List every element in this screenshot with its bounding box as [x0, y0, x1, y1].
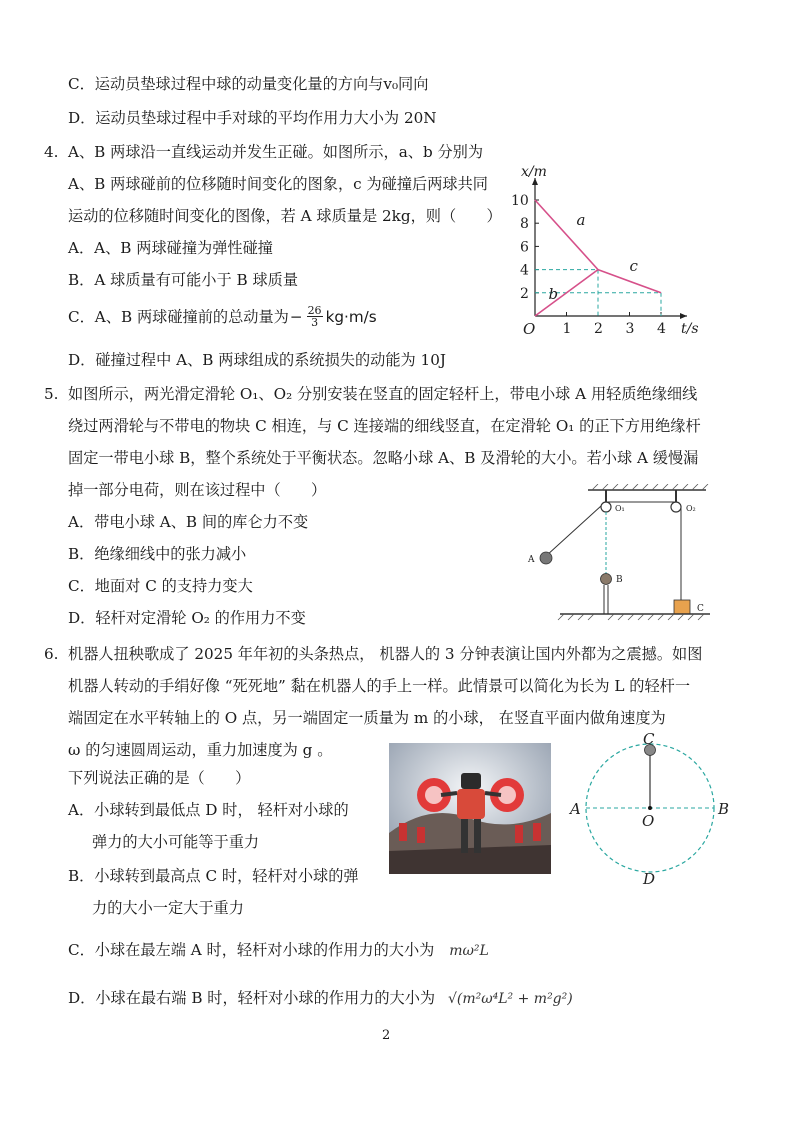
x-axis-arrow — [680, 313, 687, 319]
ball-b — [601, 574, 612, 585]
x-tick-label: 4 — [657, 321, 666, 337]
series-label-c: c — [629, 257, 638, 276]
y-tick-label: 6 — [520, 239, 529, 256]
series-label-a: a — [576, 210, 586, 229]
q6-option-b-line1: B．小球转到最高点 C 时，轻杆对小球的弹 — [68, 867, 359, 885]
q6-option-a-line1: A．小球转到最低点 D 时， 轻杆对小球的 — [68, 801, 349, 819]
q3-option-c: C．运动员垫球过程中球的动量变化量的方向与v₀同向 — [68, 75, 429, 93]
q5-option-a: A．带电小球 A、B 间的库仑力不变 — [68, 513, 309, 531]
y-tick-label: 2 — [520, 285, 529, 302]
origin-label: O — [523, 320, 536, 337]
block-c — [674, 600, 690, 614]
q5-stem-line3: 固定一带电小球 B，整个系统处于平衡状态。忽略小球 A、B 及滑轮的大小。若小球 A 缓慢漏 — [68, 449, 699, 467]
label-o1: O₁ — [615, 504, 625, 513]
q4-number: 4. — [44, 143, 59, 161]
q6-option-c — [68, 940, 489, 961]
pulley-o1 — [601, 502, 611, 512]
y-tick-label: 8 — [520, 216, 529, 233]
q3-option-d: D．运动员垫球过程中手对球的平均作用力大小为 20N — [68, 109, 437, 127]
q6-option-a-line2: 弹力的大小可能等于重力 — [92, 833, 260, 851]
q4-option-b: B．A 球质量有可能小于 B 球质量 — [68, 271, 299, 289]
label-right-b: B — [718, 800, 730, 818]
q6-option-d-formula: √(m²ω⁴L² + m²g²) — [447, 991, 573, 1007]
q6-option-c-formula: mω²L — [449, 943, 489, 959]
label-top-c: C — [643, 730, 655, 748]
q6-option-c-text: C．小球在最左端 A 时，轻杆对小球的作用力的大小为 — [68, 941, 435, 959]
label-b: B — [616, 575, 623, 585]
label-bottom-d: D — [643, 870, 656, 888]
q6-option-d — [68, 988, 573, 1009]
series-line-a — [535, 200, 598, 270]
q6-stem-line5: 下列说法正确的是（ ） — [68, 769, 251, 787]
q6-stem-line1: 机器人扭秧歌成了 2025 年年初的头条热点， 机器人的 3 分钟表演让国内外都为之震撼。如图 — [68, 645, 703, 663]
fraction-denominator: 3 — [311, 316, 319, 329]
label-c: C — [697, 604, 704, 614]
x-axis-label: t/s — [681, 321, 699, 337]
q4-option-a: A．A、B 两球碰撞为弹性碰撞 — [68, 239, 273, 257]
robot-yangge-photo — [389, 743, 551, 874]
circle-center-dot — [648, 806, 652, 810]
q6-stem-line2: 机器人转动的手绢好像 “死死地” 黏在机器人的手上一样。此情景可以简化为长为 L 的轻杆一 — [68, 677, 691, 695]
q4-stem-line1: A、B 两球沿一直线运动并发生正碰。如图所示，a、b 分别为 — [68, 143, 484, 161]
q5-option-d: D．轻杆对定滑轮 O₂ 的作用力不变 — [68, 609, 306, 627]
q6-option-d-text: D．小球在最右端 B 时，轻杆对小球的作用力的大小为 — [68, 989, 436, 1007]
ball-a — [540, 552, 552, 564]
label-left-a: A — [570, 800, 581, 818]
x-tick-label: 1 — [562, 321, 572, 337]
q6-circle-diagram — [566, 730, 746, 890]
q5-stem-line4: 掉一部分电荷，则在该过程中（ ） — [68, 481, 327, 499]
q6-stem-line3: 端固定在水平转轴上的 O 点，另一端固定一质量为 m 的小球， 在竖直平面内做角速度为 — [68, 709, 666, 727]
label-a: A — [528, 555, 535, 565]
q4-stem-line3: 运动的位移随时间变化的图像，若 A 球质量是 2kg，则（ ） — [68, 207, 502, 225]
y-tick-label: 10 — [511, 193, 529, 209]
fraction-numerator: 26 — [307, 304, 322, 317]
q6-number: 6. — [44, 645, 59, 663]
q4-option-c-unit: kg·m/s — [325, 307, 377, 326]
label-o2: O₂ — [686, 504, 696, 513]
label-center-o: O — [642, 812, 655, 830]
q5-option-b: B．绝缘细线中的张力减小 — [68, 545, 247, 563]
q5-number: 5. — [44, 385, 59, 403]
y-axis-label: x/m — [521, 164, 547, 180]
q4-option-c-fraction — [307, 305, 323, 328]
y-tick-label: 4 — [520, 262, 529, 279]
q4-option-d: D．碰撞过程中 A、B 两球组成的系统损失的动能为 10J — [68, 351, 446, 369]
q5-stem-line1: 如图所示，两光滑定滑轮 O₁、O₂ 分别安装在竖直的固定轻杆上，带电小球 A 用轻质绝缘细线 — [68, 385, 698, 403]
q6-option-b-line2: 力的大小一定大于重力 — [92, 899, 244, 917]
page-number: 2 — [382, 1028, 391, 1043]
q5-option-c: C．地面对 C 的支持力变大 — [68, 577, 253, 595]
q6-stem-line4: ω 的匀速圆周运动，重力加速度为 g 。 — [68, 741, 333, 759]
q5-stem-line2: 绕过两滑轮与不带电的物块 C 相连，与 C 连接端的细线竖直，在定滑轮 O₁ 的正下方用绝缘杆 — [68, 417, 701, 435]
series-label-b: b — [548, 284, 559, 303]
q4-option-c — [68, 305, 377, 328]
q4-option-c-minus: − — [289, 307, 303, 326]
q4-option-c-prefix: C．A、B 两球碰撞前的总动量为 — [68, 307, 289, 326]
pulley-o2 — [671, 502, 681, 512]
q4-stem-line2: A、B 两球碰前的位移随时间变化的图象，c 为碰撞后两球共同 — [68, 175, 488, 193]
x-tick-label: 2 — [594, 321, 603, 337]
q4-xt-chart — [505, 152, 745, 337]
x-tick-label: 3 — [625, 321, 635, 337]
q5-pulley-diagram — [520, 484, 720, 624]
